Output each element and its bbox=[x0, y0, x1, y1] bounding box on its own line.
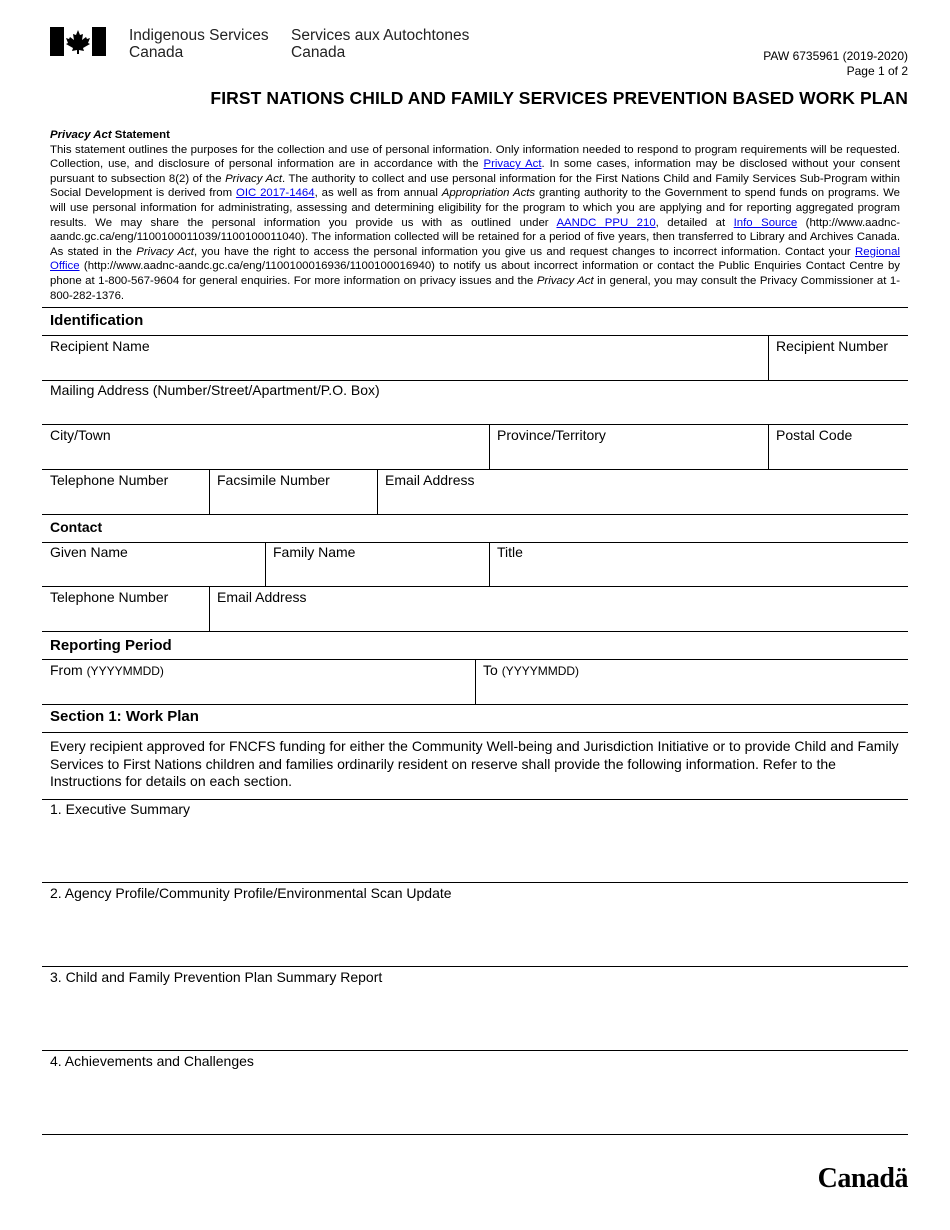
divider bbox=[768, 335, 769, 380]
privacy-text: granting authority to the Government to spend funds on programs. We will use personal information for administrating, assessing and determining eligibility for the program to which you are applying and for reporting aggregated program results. We may share the personal information you provide us with as outlined under bbox=[50, 187, 900, 229]
work-plan-heading: Section 1: Work Plan bbox=[50, 708, 199, 725]
divider bbox=[475, 659, 476, 704]
dept-fr-line2: Canada bbox=[291, 44, 346, 61]
rule bbox=[42, 542, 908, 543]
privacy-text: , detailed at bbox=[655, 216, 734, 229]
privacy-text: . In some cases, information may be disclosed without your consent pursuant to subsection 8(2) of the bbox=[50, 158, 900, 185]
rule bbox=[42, 514, 908, 515]
dept-en-line2: Canada bbox=[129, 44, 184, 61]
email-field[interactable]: Email Address bbox=[385, 472, 475, 488]
form-title: FIRST NATIONS CHILD AND FAMILY SERVICES PREVENTION BASED WORK PLAN bbox=[210, 88, 908, 108]
privacy-text-italic: Privacy Act bbox=[536, 274, 594, 287]
privacy-act-link[interactable]: Privacy Act bbox=[483, 158, 542, 171]
rule bbox=[42, 631, 908, 632]
province-field[interactable]: Province/Territory bbox=[497, 427, 606, 443]
canada-flag-icon bbox=[50, 27, 106, 56]
contact-email-field[interactable]: Email Address bbox=[217, 589, 307, 605]
contact-telephone-field[interactable]: Telephone Number bbox=[50, 589, 169, 605]
divider bbox=[377, 469, 378, 514]
privacy-text-italic: Privacy Act bbox=[136, 245, 194, 258]
privacy-statement bbox=[50, 128, 900, 303]
postal-code-field[interactable]: Postal Code bbox=[776, 427, 853, 443]
rule bbox=[42, 732, 908, 733]
rule bbox=[42, 469, 908, 470]
recipient-name-field[interactable]: Recipient Name bbox=[50, 338, 150, 354]
privacy-text: , as well as from annual bbox=[314, 187, 442, 200]
reporting-period-heading: Reporting Period bbox=[50, 637, 172, 654]
form-number-block bbox=[763, 49, 908, 78]
executive-summary-field[interactable]: 1. Executive Summary bbox=[50, 801, 191, 817]
privacy-text-italic: Appropriation Acts bbox=[441, 187, 536, 200]
department-name-fr bbox=[291, 27, 469, 61]
divider bbox=[209, 469, 210, 514]
to-date-field[interactable] bbox=[483, 662, 579, 678]
rule bbox=[42, 307, 908, 308]
divider bbox=[768, 424, 769, 469]
city-field[interactable]: City/Town bbox=[50, 427, 111, 443]
rule bbox=[42, 1050, 908, 1051]
aandc-ppu-link[interactable]: AANDC PPU 210 bbox=[556, 216, 656, 229]
dept-en-line1: Indigenous Services bbox=[129, 27, 269, 44]
page-indicator: Page 1 of 2 bbox=[846, 63, 908, 78]
privacy-heading bbox=[50, 128, 900, 143]
rule bbox=[42, 966, 908, 967]
from-label: From bbox=[50, 662, 83, 678]
privacy-text: (http://www.aadnc-aandc.gc.ca/eng/1100100016936/1100100016940) to notify us about incorrect information or contact the Public Enquiries Contact Centre by phone at 1-800-567-9604 for general enquiries. For more information on privacy issues and the bbox=[50, 260, 900, 287]
form-number: PAW 6735961 (2019-2020) bbox=[763, 49, 908, 63]
canada-wordmark: Canadä bbox=[817, 1163, 908, 1194]
mailing-address-field[interactable]: Mailing Address (Number/Street/Apartment/P.O. Box) bbox=[50, 382, 380, 398]
rule bbox=[42, 335, 908, 336]
privacy-text: . The authority to collect and use personal information for the First Nations Child and Family Services Sub-Program within Social Development is derived from bbox=[50, 172, 900, 200]
to-format: (YYYYMMDD) bbox=[501, 664, 580, 678]
contact-family-name-field[interactable]: Family Name bbox=[273, 544, 356, 560]
achievements-challenges-field[interactable]: 4. Achievements and Challenges bbox=[50, 1053, 254, 1069]
info-source-link[interactable]: Info Source bbox=[733, 216, 798, 229]
privacy-text: , you have the right to access the personal information you give us and request changes to incorrect information. Contact your bbox=[193, 245, 856, 258]
privacy-text: This statement outlines the purposes for the collection and use of personal information. Only information needed to respond to program requirements will be requested. Collection, use, and disclosure of personal information are in accordance with the bbox=[50, 143, 900, 171]
contact-heading: Contact bbox=[50, 519, 103, 535]
privacy-body bbox=[50, 143, 900, 304]
dept-fr-line1: Services aux Autochtones bbox=[291, 27, 470, 44]
to-label: To bbox=[483, 662, 498, 678]
rule bbox=[42, 799, 908, 800]
telephone-field[interactable]: Telephone Number bbox=[50, 472, 169, 488]
rule bbox=[42, 1134, 908, 1135]
privacy-heading-italic: Privacy Act bbox=[50, 129, 112, 141]
rule bbox=[42, 704, 908, 705]
rule bbox=[42, 424, 908, 425]
prevention-plan-summary-field[interactable]: 3. Child and Family Prevention Plan Summary Report bbox=[50, 969, 383, 985]
divider bbox=[209, 586, 210, 631]
regional-office-link[interactable]: Regional Office bbox=[50, 245, 901, 273]
from-format: (YYYYMMDD) bbox=[86, 664, 164, 678]
contact-title-field[interactable]: Title bbox=[497, 544, 523, 560]
identification-heading: Identification bbox=[50, 312, 144, 329]
rule bbox=[42, 586, 908, 587]
recipient-number-field[interactable]: Recipient Number bbox=[776, 338, 889, 354]
work-plan-intro: Every recipient approved for FNCFS funding for either the Community Well-being and Jurisdiction Initiative or to provide Child and Family Services to First Nations children and families ordinarily resident on reserve shall provide the following information. Refer to the Instructions for details on each section. bbox=[50, 738, 899, 789]
privacy-text-italic: Privacy Act bbox=[225, 172, 282, 185]
privacy-text: in general, you may consult the Privacy Commissioner at 1-800-282-1376. bbox=[50, 274, 901, 302]
divider bbox=[489, 542, 490, 586]
facsimile-field[interactable]: Facsimile Number bbox=[217, 472, 330, 488]
divider bbox=[489, 424, 490, 469]
contact-given-name-field[interactable]: Given Name bbox=[50, 544, 128, 560]
privacy-heading-rest: Statement bbox=[111, 129, 170, 141]
from-date-field[interactable] bbox=[50, 662, 164, 678]
divider bbox=[265, 542, 266, 586]
department-name-en bbox=[129, 27, 269, 61]
agency-profile-field[interactable]: 2. Agency Profile/Community Profile/Environmental Scan Update bbox=[50, 885, 452, 901]
rule bbox=[42, 882, 908, 883]
privacy-text: (http://www.aadnc-aandc.gc.ca/eng/1100100011039/1100100011040). The information collected will be retained for a period of five years, then transferred to Library and Archives Canada. As stated in the bbox=[50, 216, 900, 258]
rule bbox=[42, 380, 908, 381]
oic-link[interactable]: OIC 2017-1464 bbox=[235, 187, 315, 200]
